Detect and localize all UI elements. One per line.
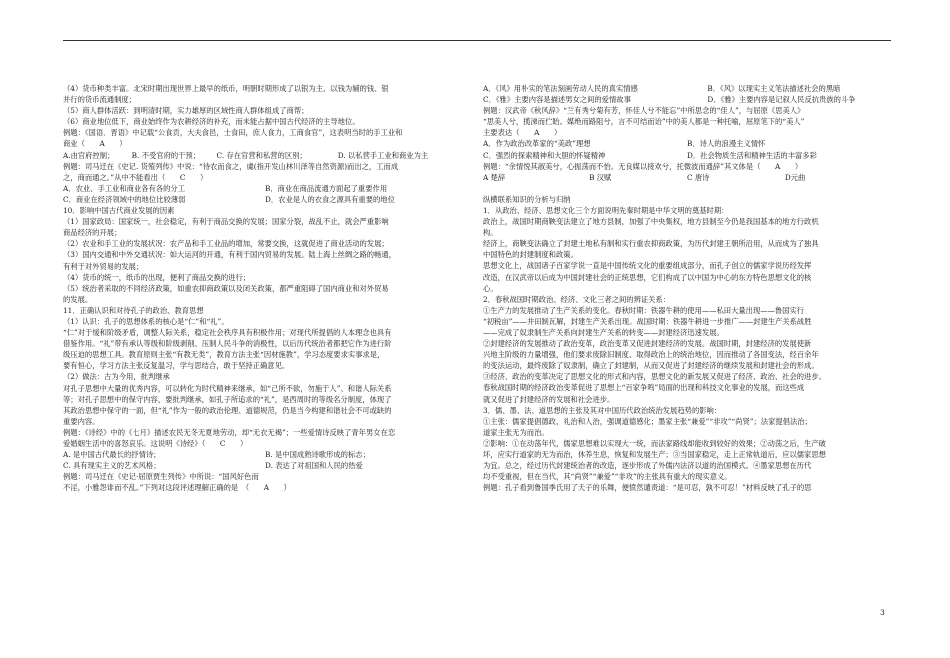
header-rule <box>63 40 891 41</box>
option: C．强烈的探索精神和大胆的怀疑精神 <box>483 150 606 160</box>
text-line: ——完成了奴隶制生产关系向封建生产关系的转变——封建经济迅速发展。 <box>483 327 724 337</box>
text-line: （5）商人群体活跃：到明清时期，实力雄厚的区域性商人群体组成了商帮； <box>63 106 309 116</box>
text-line: “初税亩”——井田制瓦解，封建生产关系出现。战国时期：铁器牛耕进一步推广——封建生产关系战胜 <box>483 316 812 326</box>
question-options <box>483 94 891 105</box>
text-line: ①主张：儒家提倡德政、礼治和人治，强调道德感化；墨家主张“兼爱”“非攻”“尚贤”；法家提倡法治； <box>483 416 812 426</box>
text-line: 改造，在汉武帝以后成为中国封建社会的正统思想，它们构成了以中国为中心的东方特色思想文化的核 <box>483 272 812 282</box>
option: D．社会物质生活和精神生活的丰富多彩 <box>687 150 817 160</box>
text-line: 兴地主阶级的力量增强，他们要求废除旧制度、取得政治上的统治地位，因而推动了各国变法，经百余年 <box>483 350 819 360</box>
text-line: 构。 <box>483 228 498 238</box>
text-line: 2．春秋战国时期政治、经济、文化三者之间的辨证关系： <box>483 294 671 304</box>
option: C．《雅》主要内容是描述男女之间的爱情故事 <box>483 95 631 105</box>
option: C 唐诗 <box>686 172 710 182</box>
text-line: （5）统治者采取的不同经济政策，如重农抑商政策以及闭关政策，都严重阻碍了国内商业和对外贸易 <box>63 283 389 293</box>
text-line: （6）商业地位低下，商业始终作为农耕经济的补充，而未能占据中国古代经济的主导地位。 <box>63 117 360 127</box>
question-options <box>63 150 467 161</box>
text-line: 例题：司马迁在《史记. 货殖列传》中说：“待农而食之，虞(指开发山林川泽等自然资源)而出之，工而成 <box>63 161 399 171</box>
option: A.由官府控制； <box>63 150 115 160</box>
section-heading: 纵横联系知识的分析与归纳 <box>483 194 571 204</box>
text-line: （4）货币种类丰富。北宋时期出现世界上最早的纸币，明朝时期形成了以银为主、以钱为辅的钱、银 <box>63 84 389 93</box>
text-line: 等；对孔子思想中的保守内容，要批判继承，如孔子所追求的“礼”，是西周时的等级名分制度，体现了 <box>63 394 392 404</box>
text-line: 其政治思想中保守的一面，但“礼”作为一般的政治伦理、道德规范，仍是当今构建和谐社会不可或缺的 <box>63 405 392 415</box>
text-line: 例题：“余情悦其淑美兮，心振荡而不怡。无良媒以接欢兮，托微波而通辞”其文体是（ A ） <box>483 161 803 171</box>
option: A. 是中国古代最长的抒情诗； <box>63 450 161 460</box>
question-options <box>483 172 891 183</box>
option: C．商业在经济领域中的地位比较薄弱 <box>63 194 186 204</box>
spacer <box>483 183 891 194</box>
text-line: 重要内容。 <box>63 416 100 426</box>
question-options <box>483 138 891 149</box>
text-line: ①生产力的发展推动了生产关系的变化。春秋时期：铁器牛耕的使用——私田大量出现——鲁国实行 <box>483 305 805 315</box>
right-column <box>483 83 891 493</box>
text-line: 的变法运动，最终废除了奴隶制，确立了封建制，从而又促进了封建经济的继续发展和封建社会的形成。 <box>483 361 819 371</box>
text-line: 3．儒、墨、法、道思想的主张及其对中国历代政治统治发展趋势的影响： <box>483 405 722 415</box>
text-line: “思美人兮，揽涕而伫眙。媒绝而路阻兮，言不可结而诒”中的美人都是一种托喻，屈原笔下的“美人” <box>483 117 805 127</box>
text-line: 级压迫的思想工具。教育原则主张“有教无类”，教育方法主张“因材施教”，学习态度要求实事求是， <box>63 350 385 360</box>
question-options <box>63 183 467 194</box>
text-line: 均不受重视，但在当代，其“尚贤”“兼爱”“非攻”的主张具有重大的现实意义。 <box>483 472 732 482</box>
option: B．商业在商品流通方面起了重要作用 <box>265 183 388 193</box>
option: D．农业是人的衣食之源具有重要的地位 <box>265 194 395 204</box>
text-line: 爱婚姻生活中的喜怒哀乐。这说明《诗经》（ C ） <box>63 439 248 448</box>
text-line: 中国特色的封建制度和政策。 <box>483 250 578 260</box>
question-options <box>63 460 467 471</box>
text-line: 就又促进了封建经济的发展和社会进步。 <box>483 394 615 404</box>
question-options <box>483 150 891 161</box>
text-line: 坏，应实行道家的无为而治，休养生息，恢复和发展生产；③当国家稳定，走上正常轨道后，应以儒家思想 <box>483 450 826 459</box>
text-line: ②封建经济的发展推动了政治变革，政治变革又促进封建经济的发展。战国时期，封建经济的发展使新 <box>483 339 812 349</box>
option: D元曲 <box>784 172 806 182</box>
option: C. 存在官营和私营的区别； <box>216 150 307 160</box>
text-line: （1）国家政局：国家统一，社会稳定，有利于商品交换的发展；国家分裂，战乱不止，就会严重影响 <box>63 217 389 227</box>
left-column <box>63 83 467 493</box>
option: D. 以私营手工业和商业为主 <box>337 150 429 160</box>
section-heading: 10．影响中国古代商业发展的因素 <box>63 206 175 216</box>
text-line: 商品经济的开展； <box>63 228 122 238</box>
text-line: 心。 <box>483 283 498 293</box>
text-line: 例题：《诗经》中的《七月》描述农民无冬无夏地劳动，却“无衣无褐”；一些爱情诗反映了青年男女在恋 <box>63 427 396 437</box>
option: B．诗人的浪漫主义情怀 <box>687 139 766 149</box>
text-line: 例题：司马迁在《史记·屈原贾生列传》中所说：“国风好色而 <box>63 472 259 482</box>
text-line: 政治上，战国时期商鞅变法建立了地方县制，加强了中央集权，地方县制至今仍是我国基本的地方行政机 <box>483 217 819 227</box>
option: A．《风》用朴实的笔法刻画劳动人民的真实情感 <box>483 84 638 93</box>
option: B 汉赋 <box>589 172 612 182</box>
text-line: 道家主张无为而治。 <box>483 427 549 437</box>
text-line: （3）国内交通和中外交通状况：如大运河的开通，有利于国内贸易的发展。陆上海上丝绸之路的畅通， <box>63 250 396 260</box>
text-line: 主要表达（ A ） <box>483 128 562 138</box>
option: B. 不受官府的干预； <box>131 150 201 160</box>
text-line: 并行的货币流通制度； <box>63 95 136 105</box>
option: D．《雅》主要内容是记叙人民反抗贵族的斗争 <box>707 95 856 105</box>
text-line: “仁”对于缓和阶级矛盾，调整人际关系，稳定社会秩序具有积极作用；对现代所提倡的人本理念也具有 <box>63 328 392 338</box>
page-number: 3 <box>880 608 885 617</box>
text-line: 的发展。 <box>63 294 93 304</box>
text-line: （4）货币的统一，纸币的出现，便利了商品交换的进行； <box>63 272 251 282</box>
section-heading: 11．正确认识和对待孔子的政治、教育思想 <box>63 305 204 315</box>
text-line: 例题：孔子看到鲁国季氏用了天子的乐舞，便愤然谴责道：“是可忍，孰不可忍！”材料反映了孔子的思 <box>483 483 812 493</box>
option: B．《风》以现实主义笔法描述社会的黑暗 <box>707 84 841 93</box>
text-line: 商业（ A ） <box>63 139 127 149</box>
text-line: 为宜。总之，经过历代封建统治者的改造，逐步形成了外儒内法济以道的治国模式。④墨家思想在历代 <box>483 461 812 471</box>
option: A．农业、手工业和商业各有各的分工 <box>63 183 186 193</box>
text-line: 借鉴作用。“礼”带有承认等级和阶级剥削、压制人民斗争的消极性，以后历代统治者都把它作为进行阶 <box>63 339 392 349</box>
text-line: （2）农业和手工业的发展状况：农产品和手工业品的增加，常要交换，这就促进了商业活动的发展； <box>63 239 389 249</box>
text-line: 不淫，小雅怨诽而不乱。”下列对这段评述理解正确的是 （ A ） <box>63 483 291 493</box>
option: C. 具有现实主义的艺术风格； <box>63 461 161 471</box>
text-line: 有利于对外贸易的发展； <box>63 261 144 271</box>
text-line: 对孔子思想中大量的优秀内容，可以转化为时代精神来继承，如“己所不欲，勿施于人”、和谐人际关系 <box>63 383 392 393</box>
text-line: （2）做法：古为今用，批判继承 <box>63 372 170 382</box>
text-line: 之，商而通之。”从中不能看出（ C ） <box>63 172 208 182</box>
option: D. 表达了对祖国和人民的热爱 <box>265 461 363 471</box>
text-line: 经济上，商鞅变法确立了封建土地私有制和实行重农抑商政策，为历代封建王朝所沿用，从而成为了独具 <box>483 239 819 249</box>
option: A．作为政治改革家的“美政”理想 <box>483 139 591 149</box>
option: A 楚辞 <box>483 172 506 182</box>
text-line: 1．从政治、经济、思想文化三个方面说明先秦时期是中华文明的奠基时期： <box>483 205 729 215</box>
question-options <box>483 83 891 94</box>
text-line: 例题：汉武帝《秋风辞》“兰有秀兮菊有芳，怀佳人兮不能忘”中所思念的“佳人”，与屈原《思美人》 <box>483 106 805 116</box>
text-line: （1）认识：孔子的思想体系的核心是“仁”和“礼”。 <box>63 316 229 326</box>
text-line: 要有恒心，学习方法主张反复温习，学与思结合，敢于坚持正确意见。 <box>63 361 290 371</box>
text-line: ③经济、政治的变革决定了思想文化的形式和内容，思想文化的新发展又促进了经济、政治、社会的进步。 <box>483 372 826 382</box>
text-line: 例题：《国语．晋语》中记载“公食贡，大夫食邑，士食田，庶人食力，工商食官”，这表明当时的手工业和 <box>63 128 403 138</box>
text-line: 春秋战国时期的经济政治变革促进了思想上“百家争鸣”局面的出现和科技文化事业的发展，而这些成 <box>483 383 805 393</box>
text-line: 思想文化上，战国诸子百家学说一直是中国传统文化的重要组成部分，而孔子创立的儒家学说历经发挥 <box>483 261 812 271</box>
question-options <box>63 194 467 205</box>
text-line: ②影响：①在动荡年代，儒家思想难以实现大一统，而法家路线却能收到较好的效果；②动荡之后，生产破 <box>483 438 826 448</box>
question-options <box>63 449 467 460</box>
option: B. 是中国成熟诗歌形成的标志； <box>265 450 370 460</box>
